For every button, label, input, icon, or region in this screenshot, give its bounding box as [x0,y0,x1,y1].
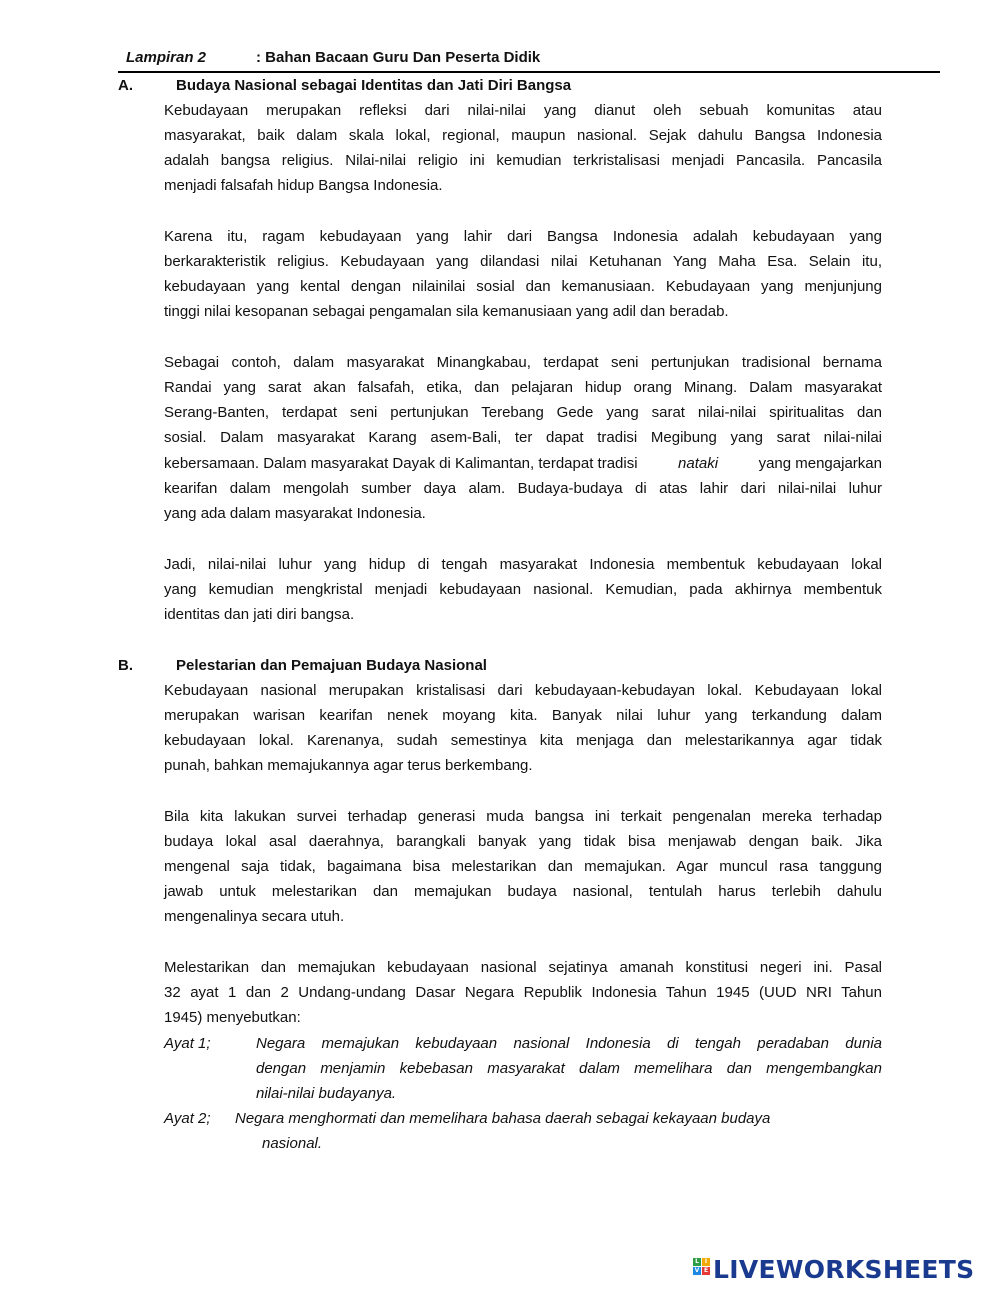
section-b-heading: Pelestarian dan Pemajuan Budaya Nasional [176,657,487,674]
b-p1-line: Kebudayaan nasional merupakan kristalisasi dari kebudayaan-kebudayan lokal. Kebudayaan lokal [164,682,882,699]
logo-mark-letter: L [693,1258,701,1266]
ayat-1-line: dengan menjamin kebebasan masyarakat dalam memelihara dan mengembangkan [256,1060,882,1077]
a-p3-line: yang ada dalam masyarakat Indonesia. [164,505,426,522]
a-p3-line-mixed [164,454,882,474]
ayat-2-label: Ayat 2; [164,1110,211,1127]
a-p1-line: menjadi falsafah hidup Bangsa Indonesia. [164,177,443,194]
b-p3-line: Melestarikan dan memajukan kebudayaan nasional sejatinya amanah konstitusi negeri ini. Pasal [164,959,882,976]
logo-mark-letter: V [694,1267,700,1274]
a-p3-line5-italic-term: nataki [678,455,719,472]
a-p2-line: berkarakteristik religius. Kebudayaan yang dilandasi nilai Ketuhanan Yang Maha Esa. Selain itu, [164,253,882,270]
b-p2-line: budaya lokal asal daerahnya, barangkali banyak yang tidak bisa menjawab dengan baik. Jika [164,833,882,850]
a-p3-line: kearifan dalam mengolah sumber daya alam. Budaya-budaya di atas lahir dari nilai-nilai luhur [164,480,882,497]
b-p2-line: jawab untuk melestarikan dan memajukan budaya nasional, tentulah harus terlebih dahulu [164,883,882,900]
ayat-2-line: Negara menghormati dan memelihara bahasa daerah sebagai kekayaan budaya [235,1110,771,1127]
ayat-1-line: nilai-nilai budayanya. [256,1085,397,1102]
a-p2-line: Karena itu, ragam kebudayaan yang lahir dari Bangsa Indonesia adalah kebudayaan yang [164,228,882,245]
b-p2-line: mengenal saja tidak, bagaimana bisa melestarikan dan memajukan. Agar muncul rasa tanggung [164,858,882,875]
logo-mark-letter: I [702,1258,710,1266]
a-p3-line: Sebagai contoh, dalam masyarakat Minangkabau, terdapat seni pertunjukan tradisional bernama [164,354,882,371]
header-rule [118,71,940,73]
a-p3-line5-part1: kebersamaan. Dalam masyarakat Dayak di Kalimantan, terdapat tradisi [164,455,638,472]
appendix-label: Lampiran 2 [126,49,207,66]
section-a-letter: A. [118,77,133,94]
section-b-letter: B. [118,657,133,674]
b-p3-line: 1945) menyebutkan: [164,1009,301,1026]
b-p3-line: 32 ayat 1 dan 2 Undang-undang Dasar Negara Republik Indonesia Tahun 1945 (UUD NRI Tahun [164,984,882,1001]
ayat-2-line: nasional. [262,1135,323,1152]
document-title: : Bahan Bacaan Guru Dan Peserta Didik [256,49,541,66]
a-p4-line: yang kemudian mengkristal menjadi kebudayaan nasional. Kemudian, pada akhirnya membentuk [164,581,882,598]
b-p1-line: kebudayaan lokal. Karenanya, sudah semestinya kita menjaga dan melestarikannya agar tidak [164,732,882,749]
a-p3-line: Randai yang sarat akan falsafah, etika, dan pelajaran hidup orang Minang. Dalam masyarakat [164,379,882,396]
section-a-heading: Budaya Nasional sebagai Identitas dan Jati Diri Bangsa [176,77,572,94]
b-p2-line: Bila kita lakukan survei terhadap generasi muda bangsa ini terkait pengenalan mereka terhadap [164,808,882,825]
liveworksheets-mark-icon [693,1258,711,1282]
a-p3-line: Serang-Banten, terdapat seni pertunjukan Terebang Gede yang sarat nilai-nilai spiritualitas dan [164,404,882,421]
ayat-1-label: Ayat 1; [164,1035,211,1052]
b-p1-line: punah, bahkan memajukannya agar terus berkembang. [164,757,533,774]
liveworksheets-logo [693,1255,989,1285]
a-p2-line: tinggi nilai kesopanan sebagai pengamalan sila kemanusiaan yang adil dan beradab. [164,303,729,320]
a-p3-line: sosial. Dalam masyarakat Karang asem-Bali, ter dapat tradisi Megibung yang sarat nilai-nilai [164,429,882,446]
a-p4-line: identitas dan jati diri bangsa. [164,606,355,623]
a-p1-line: masyarakat, baik dalam skala lokal, regional, maupun nasional. Sejak dahulu Bangsa Indonesia [164,127,882,144]
a-p3-line5-part2: yang mengajarkan [758,455,882,472]
liveworksheets-wordmark: LIVEWORKSHEETS [713,1255,975,1284]
b-p2-line: mengenalinya secara utuh. [164,908,345,925]
a-p1-line: adalah bangsa religius. Nilai-nilai religio ini kemudian terkristalisasi menjadi Pancasila. Pancasila [164,152,882,169]
b-p1-line: merupakan warisan kearifan nenek moyang kita. Banyak nilai luhur yang terkandung dalam [164,707,882,724]
a-p4-line: Jadi, nilai-nilai luhur yang hidup di tengah masyarakat Indonesia membentuk kebudayaan lokal [164,556,882,573]
a-p1-line: Kebudayaan merupakan refleksi dari nilai-nilai yang dianut oleh sebuah komunitas atau [164,102,882,119]
a-p2-line: kebudayaan yang kental dengan nilainilai sosial dan kemanusiaan. Kebudayaan yang menjunjung [164,278,882,295]
ayat-1-line: Negara memajukan kebudayaan nasional Indonesia di tengah peradaban dunia [256,1035,882,1052]
logo-mark-letter: E [703,1267,709,1274]
